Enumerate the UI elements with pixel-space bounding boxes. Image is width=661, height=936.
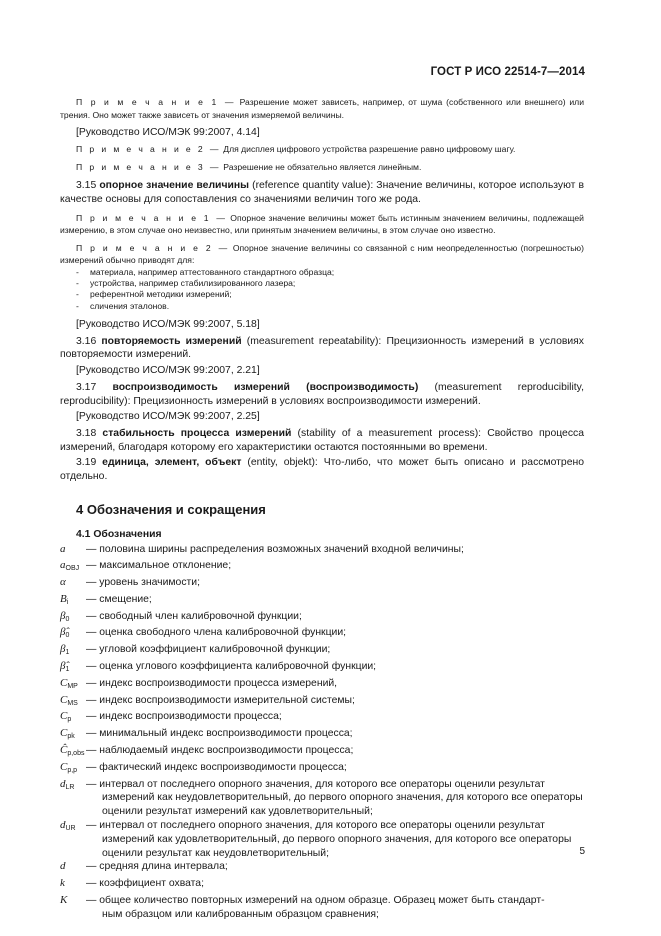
symbol-description	[86, 819, 584, 860]
symbol-description-text: — интервал от последнего опорного значения, для которого все операторы оценили результат	[86, 820, 545, 832]
document-header: ГОСТ Р ИСО 22514-7—2014	[430, 66, 585, 78]
symbol-subscript: 0	[65, 632, 70, 640]
symbol-description-text: — смещение;	[86, 593, 152, 605]
symbol-base: C	[60, 710, 68, 723]
note-label: П р и м е ч а н и е 1 —	[76, 97, 236, 107]
symbol-base: β	[60, 609, 66, 622]
symbol-description	[86, 860, 584, 877]
symbol-base: β̂	[60, 626, 66, 639]
note-list	[60, 267, 584, 312]
symbol-description-text: — половина ширины распределения возможных значений входной величины;	[86, 543, 464, 555]
symbol-description-continuation: измерений как удовлетворительный, до первого опорного значения, для которого все операторы оценили результат как неудовлетворительный;	[102, 833, 572, 859]
symbol-description	[86, 593, 584, 610]
symbol-description-text: — фактический индекс воспроизводимости процесса;	[86, 761, 347, 773]
symbol-description	[86, 576, 584, 593]
note-text: Для дисплея цифрового устройства разрешение равно цифровому шагу.	[223, 144, 516, 155]
symbol-description-continuation: ным образцом или калиброванным образцом сравнения;	[102, 908, 379, 920]
symbol-row	[60, 727, 584, 744]
symbol	[60, 677, 86, 694]
term-3-19	[60, 456, 584, 483]
symbol-list	[60, 543, 584, 922]
symbol-row	[60, 761, 584, 778]
symbol-description	[86, 660, 584, 677]
list-item: - материала, например аттестованного стандартного образца;	[76, 266, 335, 277]
symbol-base: d	[60, 777, 66, 790]
symbol-row	[60, 894, 584, 922]
term-definition: (measurement repeatability): Прецизионность измерений в условиях повторяемости измерений.	[60, 335, 584, 361]
symbol-row	[60, 778, 584, 819]
symbol-row	[60, 643, 584, 660]
note-text: Разрешение может зависеть, например, от шума (собственного или внешнего) или трения. Оно может также зависеть от значения измеряемой величины.	[60, 97, 584, 120]
note	[60, 212, 584, 237]
symbol-subscript: 1	[65, 666, 70, 674]
symbol	[60, 860, 86, 877]
symbol-description-text: — свободный член калибровочной функции;	[86, 610, 302, 622]
symbol-row	[60, 860, 584, 877]
symbol-description-text: — оценка углового коэффициента калибровочной функции;	[86, 661, 377, 673]
list-item: - сличения эталонов.	[76, 300, 170, 311]
note	[60, 161, 584, 174]
symbol-description	[86, 677, 584, 694]
symbol-description-text: — наблюдаемый индекс воспроизводимости процесса;	[86, 745, 354, 757]
symbol-description-continuation: измерений как неудовлетворительный, до первого опорного значения, для которого все операторы оценили результат измерений как удовлетворительный;	[102, 792, 583, 818]
symbol-description	[86, 778, 584, 819]
symbol-base: d	[60, 860, 66, 873]
note-text: Разрешение не обязательно является линейным.	[223, 161, 422, 172]
symbol	[60, 819, 86, 860]
symbol-description	[86, 543, 584, 560]
list-item: - референтной методики измерений;	[76, 289, 232, 300]
reference: [Руководство ИСО/МЭК 99:2007, 2.21]	[76, 364, 260, 376]
section-heading: 4 Обозначения и сокращения	[76, 501, 266, 517]
term-definition: (measurement reproducibility, reproducibility): Прецизионность измерений в условиях воспроизводимости измерений.	[60, 381, 584, 407]
symbol	[60, 593, 86, 610]
symbol-row	[60, 694, 584, 711]
symbol	[60, 894, 86, 922]
reference: [Руководство ИСО/МЭК 99:2007, 4.14]	[76, 127, 260, 139]
symbol-description	[86, 610, 584, 627]
symbol-base: C	[60, 693, 68, 706]
symbol-row	[60, 559, 584, 576]
symbol-base: C	[60, 676, 68, 689]
term-number: 3.19	[76, 457, 97, 469]
symbol-subscript: 1	[65, 649, 70, 657]
list-item: - устройства, например стабилизированного лазера;	[76, 278, 296, 289]
symbol-description-text: — индекс воспроизводимости измерительной системы;	[86, 694, 355, 706]
symbol-row	[60, 819, 584, 860]
symbol	[60, 559, 86, 576]
symbol-row	[60, 710, 584, 727]
symbol-description-text: — индекс воспроизводимости процесса измерений,	[86, 677, 338, 689]
symbol-base: k	[60, 877, 65, 890]
term-definition: (reference quantity value): Значение величины, которое используют в качестве основы для сопоставления со значениями величин того же рода.	[60, 180, 585, 205]
symbol	[60, 761, 86, 778]
symbol-base: C	[60, 727, 68, 740]
symbol-row	[60, 593, 584, 610]
symbol-base: Ĉ	[60, 744, 68, 757]
symbol-description-text: — интервал от последнего опорного значения, для которого все операторы оценили результат	[86, 778, 545, 790]
symbol-description	[86, 710, 584, 727]
symbol-description-text: — оценка свободного члена калибровочной функции;	[86, 627, 347, 639]
symbol-description	[86, 744, 584, 761]
symbol-description-text: — индекс воспроизводимости процесса;	[86, 711, 282, 723]
symbol-base: α	[60, 576, 66, 589]
symbol-description-text: — уровень значимости;	[86, 577, 200, 589]
symbol	[60, 626, 86, 643]
symbol-subscript: OBJ	[65, 565, 80, 573]
symbol	[60, 877, 86, 894]
symbol-row	[60, 877, 584, 894]
symbol	[60, 576, 86, 593]
symbol	[60, 694, 86, 711]
subsection-heading: 4.1 Обозначения	[76, 528, 162, 540]
note	[60, 242, 584, 267]
symbol-row	[60, 677, 584, 694]
symbol-description	[86, 761, 584, 778]
symbol-base: d	[60, 819, 66, 832]
note-text: Опорное значение величины может быть истинным значением величины, подлежащей измерению, в этом случае оно неизвестно, или принятым значением величины, в этом случае оно известно.	[60, 212, 584, 236]
symbol-row	[60, 610, 584, 627]
note	[60, 143, 584, 156]
term-3-18	[60, 427, 584, 454]
term-name: воспроизводимость измерений (воспроизводимость)	[112, 381, 419, 393]
symbol-subscript: p,p	[67, 766, 78, 774]
term-number: 3.18	[76, 428, 97, 440]
symbol	[60, 727, 86, 744]
note	[60, 96, 584, 121]
term-name: опорное значение величины	[99, 180, 250, 192]
symbol-base: C	[60, 760, 68, 773]
symbol	[60, 660, 86, 677]
symbol-base: a	[60, 542, 66, 555]
symbol-description-text: — угловой коэффициент калибровочной функции;	[86, 644, 331, 656]
symbol	[60, 778, 86, 819]
symbol-description-text: — общее количество повторных измерений на одном образце. Образец может быть стандарт-	[86, 895, 545, 907]
reference: [Руководство ИСО/МЭК 99:2007, 2.25]	[76, 411, 260, 423]
term-definition: (stability of a measurement process): Свойство процесса измерений, благодаря которому его характеристики остаются постоянными во времени.	[60, 428, 585, 453]
symbol-subscript: i	[66, 598, 69, 606]
symbol-description	[86, 694, 584, 711]
symbol-row	[60, 543, 584, 560]
symbol-base: β̂	[60, 660, 66, 673]
symbol	[60, 710, 86, 727]
term-definition: (entity, objekt): Что-либо, что может быть описано и рассмотрено отдельно.	[60, 457, 585, 482]
symbol-subscript: 0	[65, 615, 70, 623]
symbol-description	[86, 894, 584, 922]
symbol-subscript: UR	[65, 825, 76, 833]
symbol	[60, 543, 86, 560]
term-number: 3.15	[76, 180, 97, 192]
symbol-row	[60, 626, 584, 643]
symbol-description	[86, 877, 584, 894]
symbol-base: B	[60, 592, 67, 605]
symbol-description-text: — максимальное отклонение;	[86, 560, 232, 572]
symbol	[60, 643, 86, 660]
note-label: П р и м е ч а н и е 2 —	[76, 242, 230, 253]
reference: [Руководство ИСО/МЭК 99:2007, 5.18]	[76, 318, 260, 330]
note-text: Опорное значение величины со связанной с ним неопределенностью (погрешностью) измерений обычно приводят для:	[60, 242, 584, 266]
symbol-description	[86, 643, 584, 660]
term-number: 3.17	[76, 381, 97, 393]
symbol-base: K	[60, 894, 68, 907]
symbol	[60, 744, 86, 761]
term-number: 3.16	[76, 335, 97, 347]
term-3-16	[60, 335, 584, 362]
symbol-subscript: p	[67, 716, 72, 724]
symbol-subscript: p,obs	[67, 750, 85, 758]
symbol-base: β	[60, 643, 66, 656]
symbol-base: a	[60, 559, 66, 572]
term-name: стабильность процесса измерений	[102, 428, 292, 440]
symbol-description-text: — средняя длина интервала;	[86, 861, 228, 873]
symbol-subscript: MP	[67, 682, 78, 690]
term-3-17	[60, 381, 584, 408]
term-name: единица, элемент, объект	[102, 457, 242, 469]
term-name: повторяемость измерений	[101, 335, 242, 347]
symbol-description-text: — минимальный индекс воспроизводимости процесса;	[86, 728, 353, 740]
symbol-description	[86, 727, 584, 744]
page-number: 5	[579, 846, 585, 857]
symbol	[60, 610, 86, 627]
note-label: П р и м е ч а н и е 1 —	[76, 212, 228, 223]
note-label: П р и м е ч а н и е 2 —	[76, 144, 221, 155]
symbol-row	[60, 576, 584, 593]
symbol-subscript: MS	[67, 699, 78, 707]
note-label: П р и м е ч а н и е 3 —	[76, 161, 221, 172]
symbol-subscript: LR	[65, 783, 75, 791]
symbol-subscript: pk	[67, 733, 75, 741]
term-3-15	[60, 179, 584, 206]
symbol-description-text: — коэффициент охвата;	[86, 878, 204, 890]
symbol-description	[86, 559, 584, 576]
symbol-row	[60, 660, 584, 677]
page-content	[60, 96, 584, 922]
symbol-description	[86, 626, 584, 643]
symbol-row	[60, 744, 584, 761]
